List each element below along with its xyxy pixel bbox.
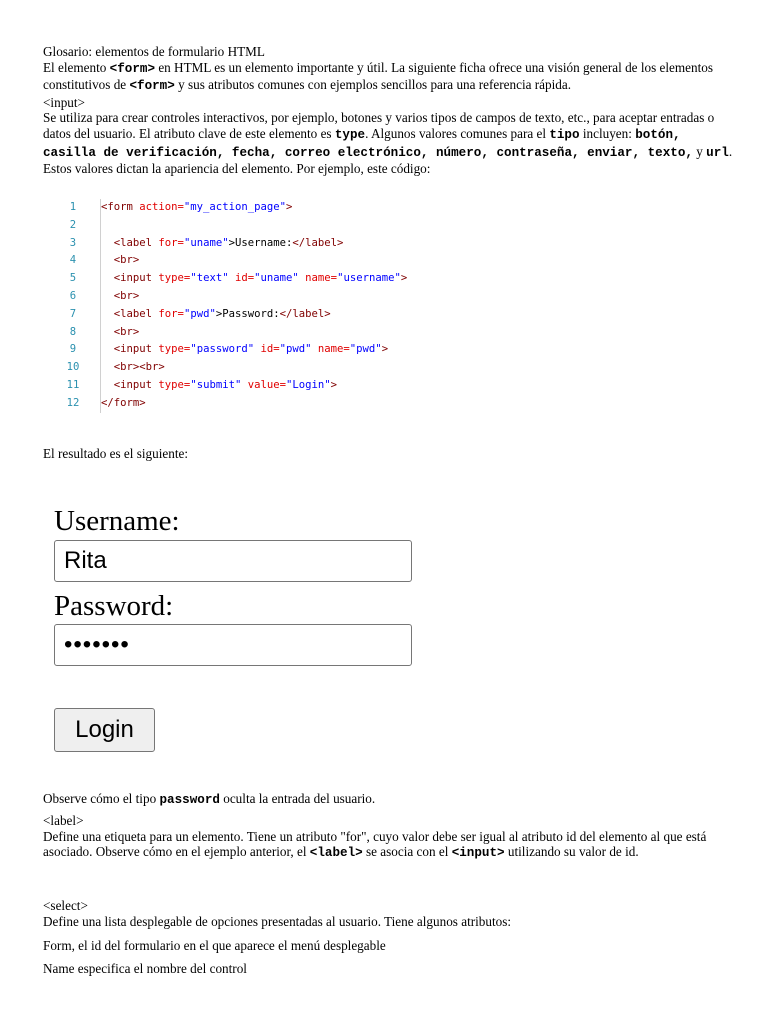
code-line: 1 <form action="my_action_page">	[58, 199, 418, 217]
code-line: 5 <input type="text" id="uname" name="username">	[58, 270, 418, 288]
code-line: 11 <input type="submit" value="Login">	[58, 377, 418, 395]
intro-paragraph: El elemento <form> en HTML es un elemento importante y útil. La siguiente ficha ofrece una visión general de los elementos constitutivos de <form> y sus atributos comunes con ejemplos sencillos para una referencia rápida.	[43, 59, 713, 94]
code-line: 9 <input type="password" id="pwd" name="pwd">	[58, 341, 418, 359]
code-line: 4 <br>	[58, 252, 418, 270]
password-label: Password:	[54, 590, 174, 622]
form-code: <form>	[129, 79, 175, 94]
select-attr-form: Form, el id del formulario en el que aparece el menú desplegable	[43, 938, 386, 953]
login-button[interactable]: Login	[54, 708, 155, 752]
code-line: 12 </form>	[58, 395, 418, 413]
password-input[interactable]	[54, 624, 412, 666]
select-description: Define una lista desplegable de opciones presentadas al usuario. Tiene algunos atributos:	[43, 913, 512, 929]
password-note: Observe cómo el tipo password oculta la entrada del usuario.	[43, 791, 376, 807]
code-line: 10 <br><br>	[58, 359, 418, 377]
code-line: 8 <br>	[58, 324, 418, 342]
label-section	[43, 813, 733, 862]
code-line: 7 <label for="pwd">Password:</label>	[58, 306, 418, 324]
label-paragraph: Define una etiqueta para un elemento. Tiene un atributo "for", cuyo valor debe ser igual al atributo id del elemento al que está asociado. Observe cómo en el ejemplo anterior, el <label> se asocia con el <input> utilizando su valor de id.	[43, 828, 707, 861]
code-line: 2	[58, 217, 418, 235]
code-line: 3 <label for="uname">Username:</label>	[58, 235, 418, 253]
username-label: Username:	[54, 505, 180, 537]
code-line: 6 <br>	[58, 288, 418, 306]
form-code: <form>	[109, 61, 156, 76]
input-heading: <input>	[43, 94, 85, 110]
label-heading: <label>	[43, 813, 84, 828]
select-section	[43, 898, 733, 929]
result-text: El resultado es el siguiente:	[43, 446, 189, 461]
input-paragraph: Se utiliza para crear controles interactivos, por ejemplo, botones y varios tipos de campos de texto, etc., para aceptar entradas o datos del usuario. El atributo clave de este elemento es type. Algunos valores comunes para el tipo incluyen: botón, casilla de verificación, fecha, correo electrónico, número, contraseña, enviar, texto, y url. Estos valores dictan la apariencia del elemento. Por ejemplo, este código:	[43, 110, 733, 177]
code-block	[58, 199, 418, 413]
select-heading: <select>	[43, 898, 88, 913]
select-attr-name: Name especifica el nombre del control	[43, 961, 247, 976]
username-input[interactable]	[54, 540, 412, 582]
page-title: Glosario: elementos de formulario HTML	[43, 44, 265, 59]
